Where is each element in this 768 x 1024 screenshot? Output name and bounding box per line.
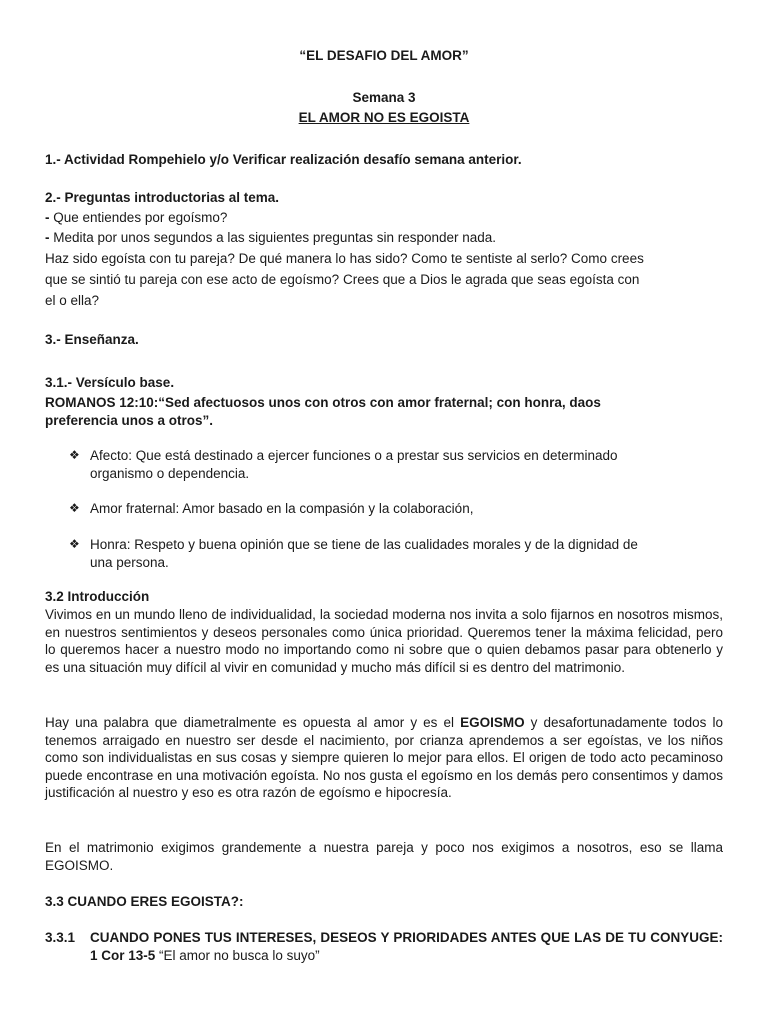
document-title: “EL DESAFIO DEL AMOR” xyxy=(299,48,469,63)
introduction-paragraph: Vivimos en un mundo lleno de individualidad, la sociedad moderna nos invita a solo fijarnos en nosotros mismos, en nuestros sentimientos y deseos personales como única prioridad. Queremos tener la máxima felicidad, pero lo queremos hacer a nuestro modo no importando como ni sobre que o quien debamos pasar para obtenerlo y es una situación muy difícil al vivir en comunidad y mucho más difícil si es dentro del matrimonio. xyxy=(45,607,723,675)
question-1: - Que entiendes por egoísmo? xyxy=(45,210,228,225)
verse-line-1: ROMANOS 12:10:“Sed afectuosos unos con otros con amor fraternal; con honra, daos xyxy=(45,395,601,410)
definition-item-amor-fraternal: ❖ Amor fraternal: Amor basado en la compasión y la colaboración, xyxy=(69,501,474,516)
point-3-3-1-text: CUANDO PONES TUS INTERESES, DESEOS Y PRIORIDADES ANTES QUE LAS DE TU CONYUGE: 1 Cor 13-5 “El amor no busca lo suyo” xyxy=(90,930,723,963)
section-2-heading: 2.- Preguntas introductorias al tema. xyxy=(45,190,280,205)
diamond-bullet-icon: ❖ xyxy=(69,537,80,551)
egoismo-keyword: EGOISMO xyxy=(460,715,525,730)
definition-item-afecto: ❖ Afecto: Que está destinado a ejercer funciones o a prestar sus servicios en determinado organismo o dependencia. xyxy=(69,448,618,481)
when-selfish-heading: 3.3 CUANDO ERES EGOISTA?: xyxy=(45,894,244,909)
question-2: - Medita por unos segundos a las siguientes preguntas sin responder nada. xyxy=(45,230,497,245)
reflection-line-1: Haz sido egoísta con tu pareja? De qué manera lo has sido? Como te sentiste al serlo? Como crees xyxy=(45,251,644,266)
verse-line-2: preferencia unos a otros”. xyxy=(45,413,214,428)
reflection-line-3: el o ella? xyxy=(45,293,100,308)
lesson-subtitle: EL AMOR NO ES EGOISTA xyxy=(298,110,470,125)
week-label: Semana 3 xyxy=(352,90,416,105)
verse-heading: 3.1.- Versículo base. xyxy=(45,375,175,390)
introduction-heading: 3.2 Introducción xyxy=(45,589,150,604)
point-3-3-1-number: 3.3.1 xyxy=(45,930,76,945)
reflection-line-2: que se sintió tu pareja con ese acto de egoísmo? Crees que a Dios le agrada que seas egoísta con xyxy=(45,272,640,287)
definition-item-honra: ❖ Honra: Respeto y buena opinión que se tiene de las cualidades morales y de la dignidad de una persona. xyxy=(69,537,638,570)
egoism-paragraph: Hay una palabra que diametralmente es opuesta al amor y es el EGOISMO y desafortunadamente todos lo tenemos arraigado en nuestro ser desde el nacimiento, por crianza aprendemos a ser egoístas, ve los niños como son individualistas en sus cosas y siempre quieren lo mejor para ellos. El origen de todo acto pecaminoso puede encontrase en una motivación egoísta. No nos gusta el egoísmo en los demás pero consentimos y damos justificación al nuestro y eso es otra razón de egoísmo e hipocresía. xyxy=(45,715,723,800)
diamond-bullet-icon: ❖ xyxy=(69,501,80,515)
diamond-bullet-icon: ❖ xyxy=(69,448,80,462)
section-3-heading: 3.- Enseñanza. xyxy=(45,332,139,347)
marriage-paragraph: En el matrimonio exigimos grandemente a nuestra pareja y poco nos exigimos a nosotros, eso se llama EGOISMO. xyxy=(45,840,723,873)
section-1-heading: 1.- Actividad Rompehielo y/o Verificar realización desafío semana anterior. xyxy=(45,152,522,167)
